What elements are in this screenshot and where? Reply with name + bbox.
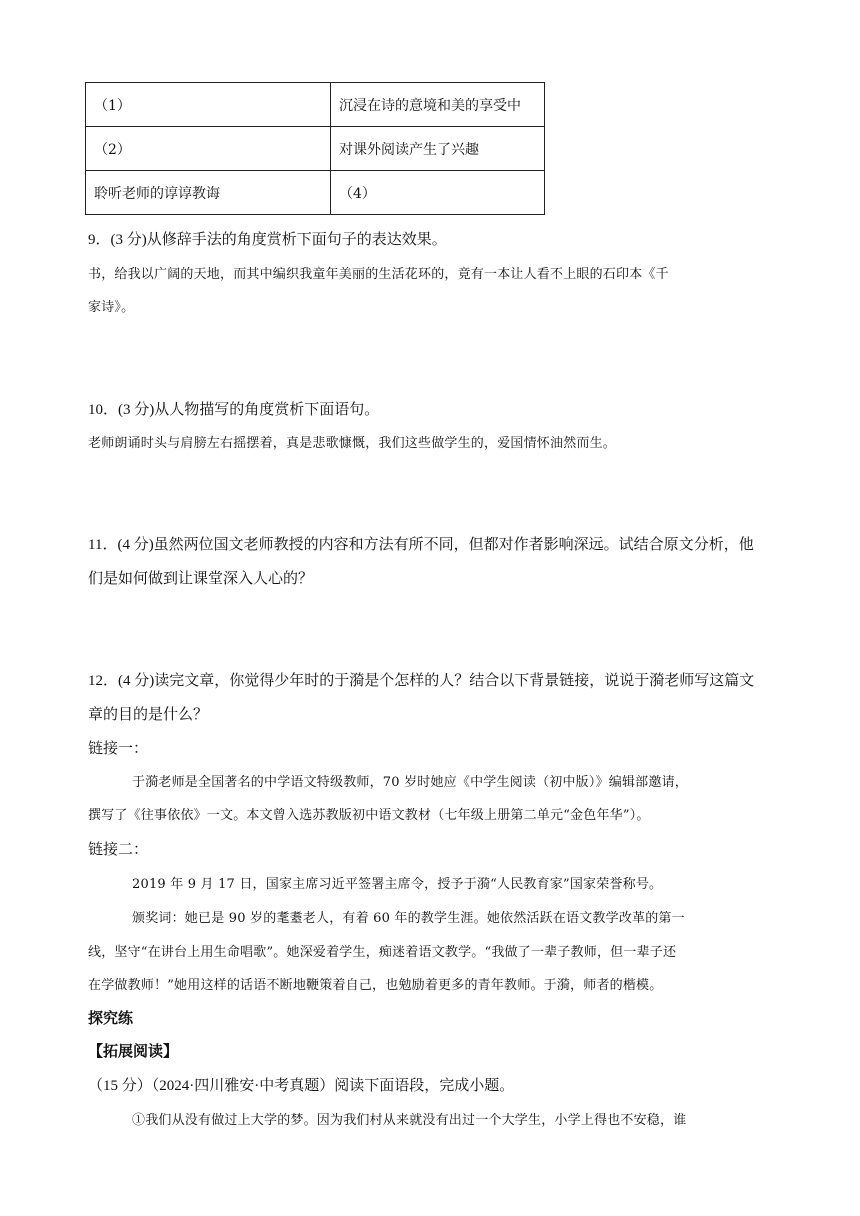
- question-9-text: 书，给我以广阔的天地，而其中编织我童年美丽的生活花环的，竟有一本让人看不上眼的石印本《千: [88, 267, 669, 282]
- question-11: 11．(4 分)虽然两位国文老师教授的内容和方法有所不同，但都对作者影响深远。试结合原文分析，他: [88, 537, 754, 553]
- link-text: 于漪老师是全国著名的中学语文特级教师，70 岁时她应《中学生阅读（初中版）》编辑部邀请，: [132, 775, 688, 790]
- table-cell: （2）: [86, 127, 331, 171]
- question-9: 9．(3 分)从修辞手法的角度赏析下面句子的表达效果。: [88, 232, 447, 248]
- table-cell: （1）: [86, 83, 331, 127]
- question-10-text: 老师朗诵时头与肩膀左右摇摆着，真是悲歌慷慨，我们这些做学生的，爱国情怀油然而生。: [88, 436, 617, 451]
- question-11: 们是如何做到让课堂深入人心的？: [88, 571, 314, 587]
- link-text: 在学做教师！”她用这样的话语不断地鞭策着自己，也勉励着更多的青年教师。于漪，师者的楷模。: [88, 978, 663, 993]
- table-cell: 聆听老师的谆谆教诲: [86, 171, 331, 215]
- link-label: 链接一：: [88, 741, 149, 757]
- table-cell: （4）: [331, 171, 545, 215]
- section-title: 探究练: [88, 1010, 134, 1027]
- question-10: 10．(3 分)从人物描写的角度赏析下面语句。: [88, 402, 380, 418]
- question-12: 章的目的是什么？: [88, 707, 209, 723]
- link-text: 线，坚守“在讲台上用生命唱歌”。她深爱着学生，痴迷着语文教学。“我做了一辈子教师，但一辈子还: [88, 945, 677, 960]
- table-row: [86, 83, 545, 127]
- link-text: 2019 年 9 月 17 日，国家主席习近平签署主席令，授予于漪“人民教育家”国家荣誉称号。: [132, 877, 663, 892]
- table-cell: 对课外阅读产生了兴趣: [331, 127, 545, 171]
- table-cell: 沉浸在诗的意境和美的享受中: [331, 83, 545, 127]
- question-12: 12．(4 分)读完文章，你觉得少年时的于漪是个怎样的人？结合以下背景链接，说说于漪老师写这篇文: [88, 673, 755, 689]
- link-text: 撰写了《往事依依》一文。本文曾入选苏教版初中语文教材（七年级上册第二单元“金色年华”）。: [88, 808, 650, 823]
- subsection-title: 【拓展阅读】: [88, 1043, 179, 1060]
- table-row: [86, 127, 545, 171]
- link-text: 颁奖词：她已是 90 岁的耄耋老人，有着 60 年的教学生涯。她依然活跃在语文教学改革的第一: [132, 911, 685, 926]
- table-row: [86, 171, 545, 215]
- question-9-text: 家诗》。: [88, 300, 135, 315]
- reading-paragraph: ①我们从没有做过上大学的梦。因为我们村从来就没有出过一个大学生，小学上得也不安稳，谁: [132, 1113, 687, 1128]
- answer-table: [85, 82, 545, 215]
- reading-intro: （15 分）（2024·四川雅安·中考真题）阅读下面语段，完成小题。: [88, 1078, 515, 1094]
- link-label: 链接二：: [88, 842, 149, 858]
